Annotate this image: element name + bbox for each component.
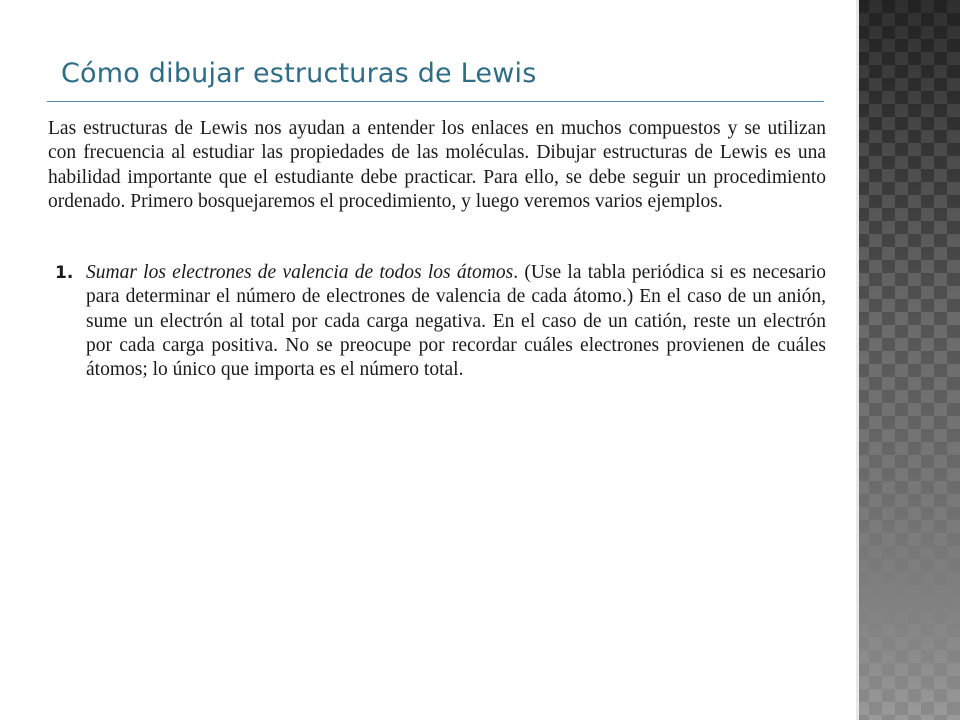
step-text (86, 261, 826, 382)
step-emphasis: Sumar los electrones de valencia de todos los átomos (86, 262, 514, 283)
steps-list (48, 261, 826, 382)
intro-paragraph: Las estructuras de Lewis nos ayudan a entender los enlaces en muchos compuestos y se utilizan con frecuencia al estudiar las propiedades de las moléculas. Dibujar estructuras de Lewis es una habilidad importante que el estudiante debe practicar. Para ello, se debe seguir un procedimiento ordenado. Primero bosquejaremos el procedimiento, y luego veremos varios ejemplos. (48, 118, 826, 212)
decorative-side-panel (856, 0, 960, 720)
step-body: . (Use la tabla periódica si es necesario para determinar el número de electrones de valencia de cada átomo.) En el caso de un anión, sume un electrón al total por cada carga negativa. En el caso de un catión, reste un electrón por cada carga positiva. No se preocupe por recordar cuáles electrones provienen de cuáles átomos; lo único que importa es el número total. (86, 262, 826, 381)
step-number: 1. (55, 263, 74, 283)
list-item (48, 261, 826, 382)
slide-title: Cómo dibujar estructuras de Lewis (61, 58, 537, 89)
side-panel-edge (856, 0, 859, 720)
title-underline (47, 101, 824, 102)
